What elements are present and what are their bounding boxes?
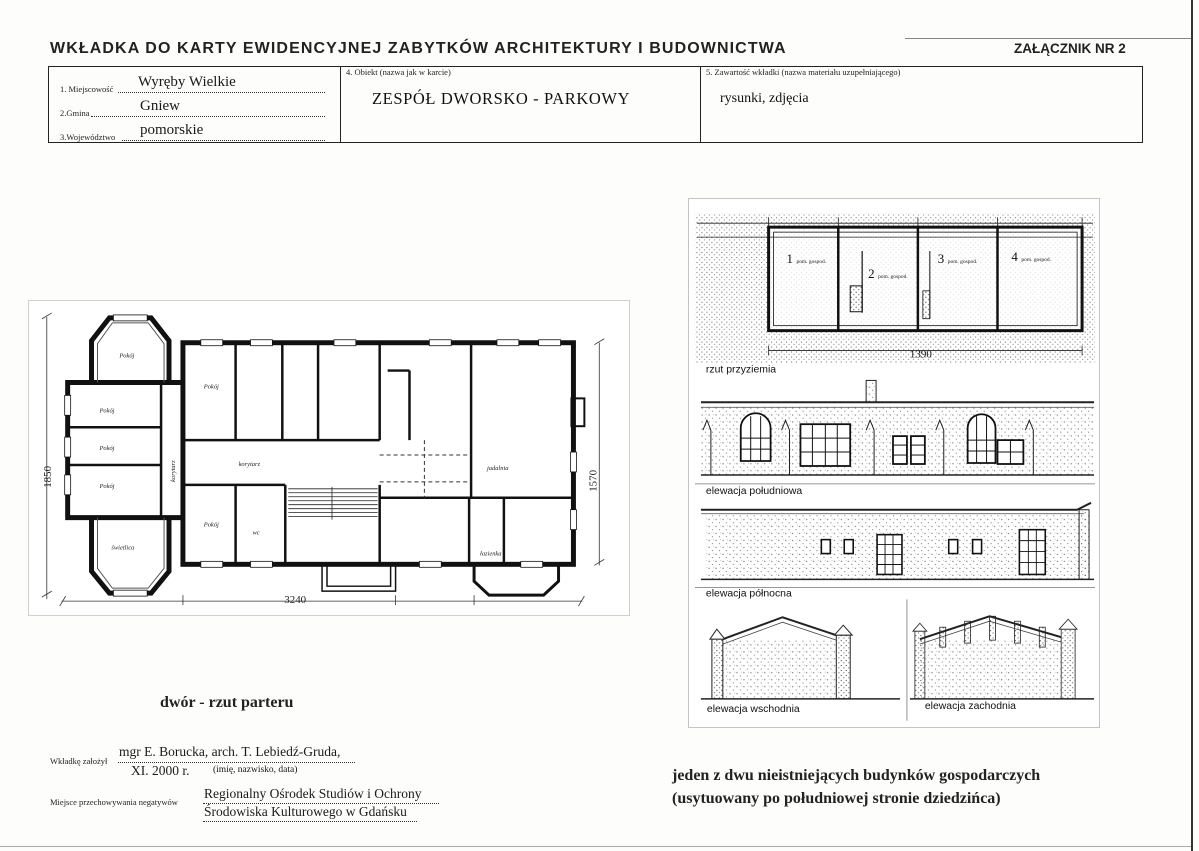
room-name: pom. gospod. (878, 273, 908, 280)
outbuilding-caption-line-1: jeden z dwu nieistniejących budynków gospodarczych (672, 767, 1041, 784)
document-title: WKŁADKA DO KARTY EWIDENCYJNEJ ZABYTKÓW ARCHITEKTURY I BUDOWNICTWA (50, 40, 787, 57)
scan-edge-top (905, 38, 1191, 39)
room-label: łazienka (480, 550, 502, 558)
room-name: pom. gospod. (947, 258, 978, 265)
elevation-east-label: elewacja wschodnia (706, 703, 800, 715)
voivodeship-label: 3.Województwo (60, 132, 116, 142)
room-label: Pokój (203, 383, 219, 391)
room-label: korytarz (238, 460, 261, 468)
elevation-south-label: elewacja południowa (705, 485, 803, 497)
author-value: mgr E. Borucka, arch. T. Lebiedź-Gruda, (119, 744, 341, 759)
room-number: 1 (786, 250, 793, 266)
room-label: Pokój (99, 445, 115, 453)
card-divider-1 (340, 66, 341, 143)
north-elevation (701, 503, 1094, 580)
outer-walls (68, 318, 585, 593)
dimension-left: 1850 (41, 465, 54, 488)
plan-dimension: 1390 (909, 348, 932, 361)
object-value: ZESPÓŁ DWORSKO - PARKOWY (372, 89, 631, 108)
storage-label: Miejsce przechowywania negatywów (50, 797, 178, 807)
date-hint: (imię, nazwisko, data) (213, 765, 298, 775)
room-label: Pokój (119, 352, 135, 360)
room-label: wc (252, 529, 260, 537)
elevation-north-label: elewacja północna (705, 588, 792, 600)
storage-line-2: Środowiska Kulturowego w Gdańsku (204, 804, 407, 819)
west-elevation (910, 616, 1094, 699)
outbuilding-drawing (689, 199, 1099, 727)
storage-dotted-line-2 (203, 821, 417, 822)
commune-dotted-line (91, 116, 325, 117)
author-label: Wkładkę założył (50, 756, 108, 766)
scan-edge-bottom (0, 846, 1191, 847)
card-divider-2 (700, 66, 701, 143)
location-dotted-line (118, 92, 325, 93)
dimension-right: 1570 (587, 469, 600, 492)
outbuilding-drawings (688, 198, 1100, 728)
room-label: Pokój (99, 407, 115, 415)
voivodeship-value: pomorskie (140, 122, 204, 138)
manor-plan-caption: dwór - rzut parteru (160, 694, 294, 711)
south-elevation (701, 380, 1094, 475)
outbuilding-plan (695, 213, 1095, 362)
contents-label: 5. Zawartość wkładki (nazwa materiału uzupełniającego) (706, 67, 901, 77)
annex-number: ZAŁĄCZNIK NR 2 (1014, 41, 1126, 56)
room-label: Pokój (99, 482, 115, 490)
scan-edge-right (1191, 0, 1193, 851)
date-value: XI. 2000 r. (131, 763, 190, 778)
room-name: pom. gospod. (796, 258, 827, 265)
manor-plan-drawing (29, 301, 629, 615)
porch (322, 564, 558, 595)
room-name: pom. gospod. (1021, 256, 1052, 263)
object-label: 4. Obiekt (nazwa jak w karcie) (346, 67, 451, 77)
staircase (288, 487, 377, 520)
location-label: 1. Miejscowość (60, 84, 114, 94)
elevation-west-label: elewacja zachodnia (924, 700, 1016, 712)
room-number: 4 (1011, 248, 1018, 264)
room-number: 3 (937, 250, 945, 266)
storage-line-1: Regionalny Ośrodek Studiów i Ochrony (204, 786, 422, 801)
outbuilding-caption-line-2: (usytuowany po południowej stronie dziedzińca) (672, 790, 1001, 807)
voivodeship-dotted-line (122, 140, 325, 141)
room-label: Pokój (203, 521, 219, 529)
room-number: 2 (868, 265, 875, 281)
east-elevation (701, 617, 900, 699)
room-label: jadalnia (486, 464, 509, 472)
room-label: korytarz (169, 460, 177, 482)
room-label: świetlica (111, 544, 135, 552)
commune-label: 2.Gmina (60, 108, 90, 118)
contents-value: rysunki, zdjęcia (720, 91, 809, 106)
manor-floor-plan (28, 300, 630, 616)
inner-walls (68, 343, 574, 565)
commune-value: Gniew (140, 98, 180, 114)
dimension-bottom: 3240 (284, 594, 307, 607)
location-value: Wyręby Wielkie (138, 74, 236, 90)
plan-label: rzut przyziemia (705, 364, 777, 376)
